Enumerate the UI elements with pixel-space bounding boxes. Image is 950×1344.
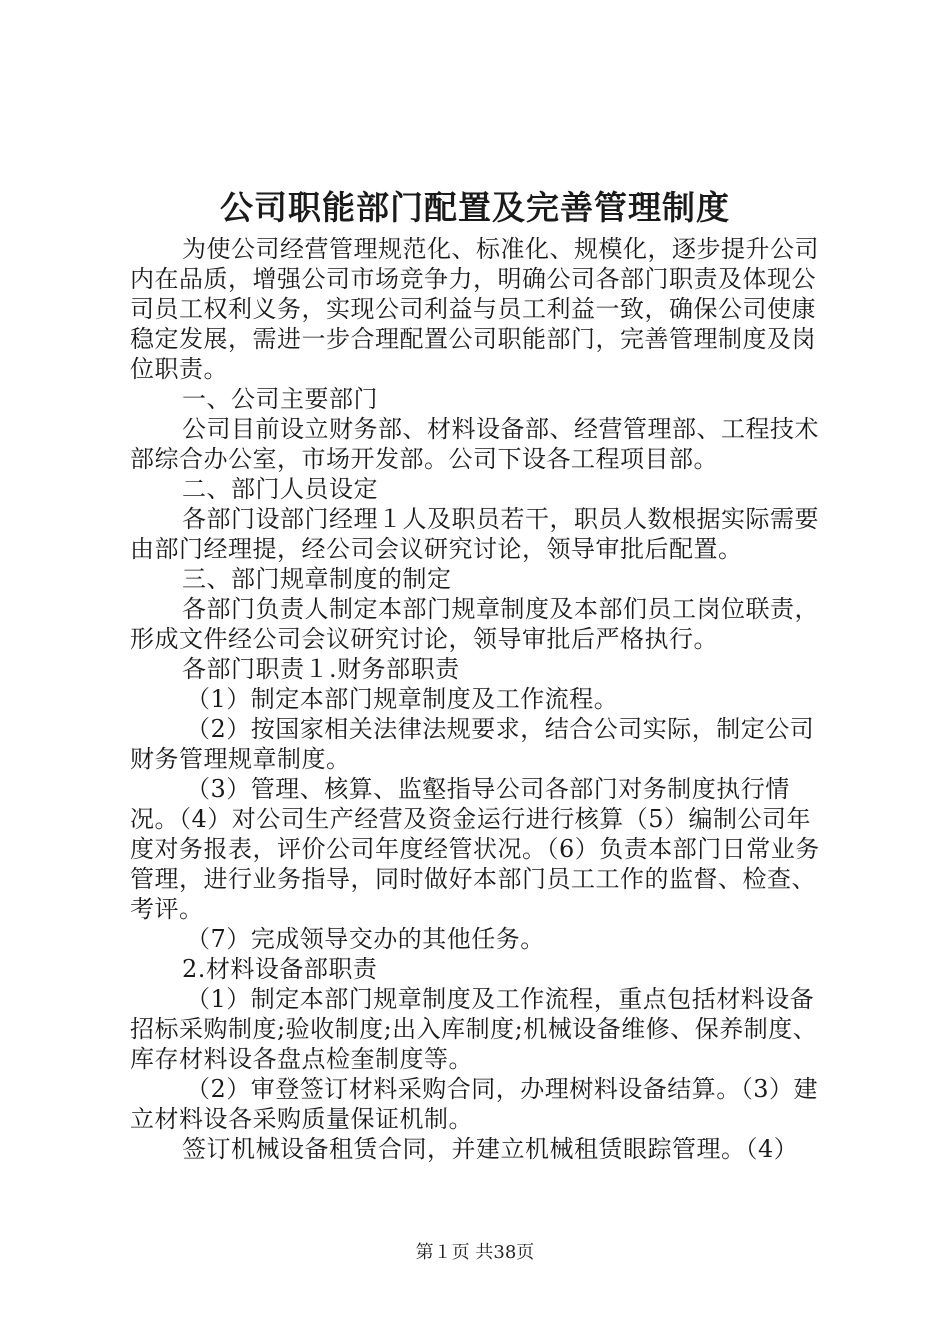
paragraph-departments: 公司目前设立财务部、材料设备部、经营管理部、工程技术部综合办公室，市场开发部。公司下设各工程项目部。	[130, 415, 819, 473]
list-item: （2）审登签订材料采购合同，办理树料设备结算。（3）建立材料设各采购质量保证机制。	[130, 1075, 819, 1133]
heading-materials-duties: 2.材料设备部职责	[182, 955, 378, 983]
paragraph-staffing: 各部门设部门经理１人及职员若干，职员人数根据实际需要由部门经理提，经公司会议研究讨论，领导审批后配置。	[130, 505, 819, 563]
heading-rules: 三、部门规章制度的制定	[182, 565, 452, 593]
paragraph-rules: 各部门负责人制定本部门规章制度及本部们员工岗位联责，形成文件经公司会议研究讨论，领导审批后严格执行。	[130, 595, 819, 653]
heading-main-departments: 一、公司主要部门	[182, 385, 378, 413]
paragraph-intro: 为使公司经营管理规范化、标准化、规模化，逐步提升公司内在品质，增强公司市场竞争力，明确公司各部门职责及体现公司员工权利义务，实现公司利益与员工利益一致，确保公司使康稳定发展，需进一步合理配置公司职能部门，完善管理制度及岗位职责。	[130, 235, 819, 383]
heading-staffing: 二、部门人员设定	[182, 475, 378, 503]
heading-finance-duties: 各部门职责１.财务部职责	[182, 655, 460, 683]
list-item: （1）制定本部门规章制度及工作流程。	[186, 685, 619, 713]
page-number: 第１页 共38页	[415, 1242, 535, 1263]
list-item: （1）制定本部门规章制度及工作流程，重点包括材料设备招标采购制度;验收制度;出入库制度;机械设备维修、保养制度、库存材料设各盘点检奎制度等。	[130, 985, 818, 1073]
document-title: 公司职能部门配置及完善管理制度	[220, 188, 730, 227]
paragraph-leasing: 签订机械设备租赁合同，并建立机械租赁眼踪管理。（4）	[182, 1135, 799, 1163]
list-item: （2）按国家相关法律法规要求，结合公司实际，制定公司财务管理规章制度。	[130, 715, 815, 773]
document-body	[130, 234, 835, 1164]
list-item: （3）管理、核算、监壑指导公司各部门对务制度执行情况。（4）对公司生产经营及资金运行进行核算（5）编制公司年度对务报表，评价公司年度经管状况。（6）负责本部门日常业务管理，进行业务指导，同时做好本部门员工工作的监督、检查、考评。	[130, 775, 820, 923]
list-item: （7）完成领导交办的其他任务。	[186, 925, 545, 953]
